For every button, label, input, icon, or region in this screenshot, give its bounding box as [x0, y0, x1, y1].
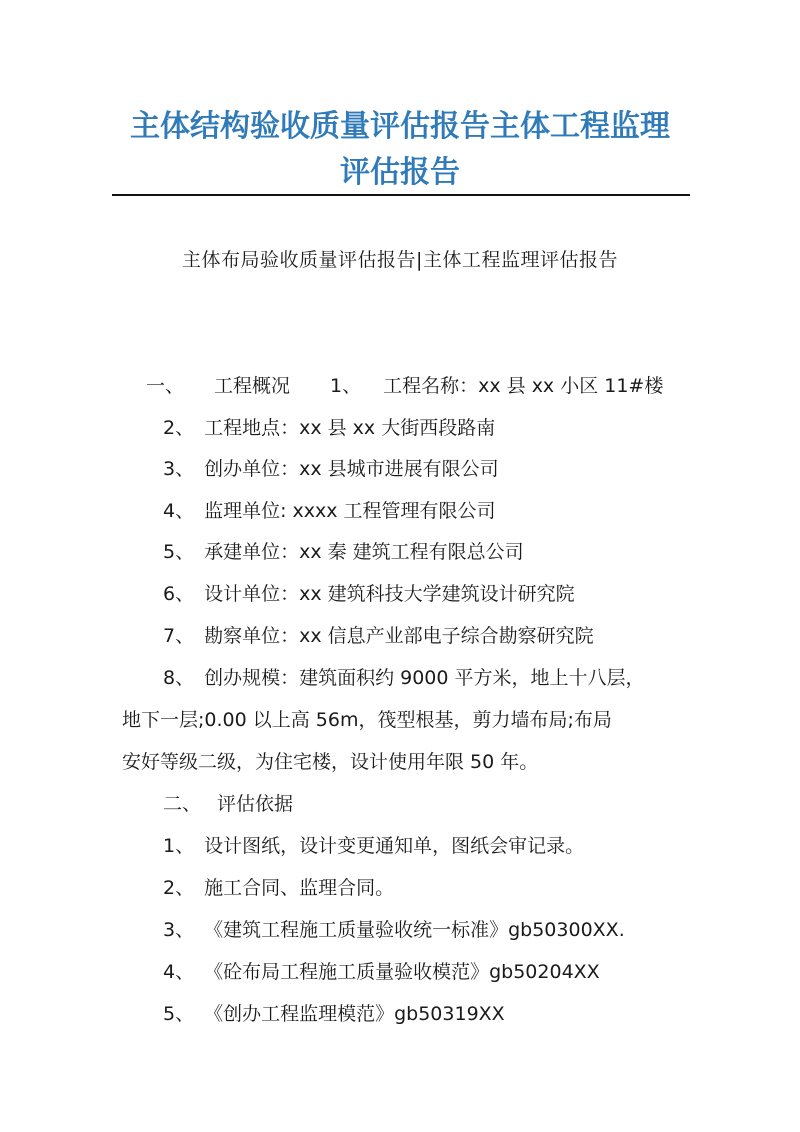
list-item-text: 施工合同、监理合同。: [204, 877, 395, 899]
list-item-text: 创办单位：xx 县城市进展有限公司: [204, 458, 499, 480]
list-item-text: 勘察单位：xx 信息产业部电子综合勘察研究院: [204, 625, 594, 647]
document-title: [110, 104, 690, 196]
list-item-number: 2、: [163, 877, 195, 899]
list-item-text: 《创办工程监理模范》gb50319XX: [204, 1003, 505, 1025]
title-divider: [112, 194, 690, 196]
section1-item-4: [163, 497, 496, 525]
list-item-text: 工程地点：xx 县 xx 大街西段路南: [204, 417, 496, 439]
list-item-text: 设计图纸，设计变更通知单，图纸会审记录。: [204, 835, 585, 857]
list-item-number: 3、: [163, 458, 195, 480]
section1-item-7: [163, 622, 594, 650]
section1-heading: 工程概况: [214, 375, 291, 397]
list-item-number: 5、: [163, 541, 195, 563]
document-title-line1: 主体结构验收质量评估报告主体工程监理: [130, 109, 670, 144]
list-item-text: 《建筑工程施工质量验收统一标准》gb50300XX.: [204, 919, 625, 941]
section1-item-8: [163, 664, 645, 692]
section1-item-3: [163, 455, 499, 483]
section1-item-6: [163, 580, 575, 608]
list-item-text: 承建单位：xx 秦 建筑工程有限总公司: [204, 541, 524, 563]
section1-item-1-text: 工程名称：xx 县 xx 小区 11#楼: [383, 375, 664, 397]
section2-heading-line: [163, 790, 293, 818]
section2-item-2: [163, 874, 394, 902]
list-item-number: 1、: [163, 835, 195, 857]
section1-marker: 一、: [146, 375, 185, 397]
list-item-text: 设计单位：xx 建筑科技大学建筑设计研究院: [204, 583, 575, 605]
section2-item-3: [163, 916, 625, 944]
list-item-number: 8、: [163, 667, 195, 689]
section2-heading: 评估依据: [217, 793, 294, 815]
list-item-number: 5、: [163, 1003, 195, 1025]
document-subtitle: 主体布局验收质量评估报告|主体工程监理评估报告: [182, 249, 618, 271]
document-title-line2: 评估报告: [340, 155, 460, 190]
section1-heading-line: [146, 372, 663, 400]
list-item-text: 《砼布局工程施工质量验收模范》gb50204XX: [204, 961, 600, 983]
section1-item-8-continuation: 安好等级二级，为住宅楼，设计使用年限 50 年。: [122, 751, 539, 773]
section2-item-4: [163, 958, 600, 986]
section1-item-5: [163, 538, 524, 566]
section2-marker: 二、: [163, 793, 202, 815]
list-item-number: 4、: [163, 500, 195, 522]
list-item-number: 7、: [163, 625, 195, 647]
list-item-text: 创办规模：建筑面积约 9000 平方米，地上十八层，: [204, 667, 645, 689]
list-item-number: 2、: [163, 417, 195, 439]
section2-item-1: [163, 832, 584, 860]
section1-item-1-num: 1、: [330, 375, 362, 397]
list-item-number: 4、: [163, 961, 195, 983]
list-item-text: 监理单位: xxxx 工程管理有限公司: [204, 500, 496, 522]
list-item-number: 3、: [163, 919, 195, 941]
section1-item-8-continuation: 地下一层;0.00 以上高 56m，筏型根基，剪力墙布局;布局: [122, 709, 612, 731]
section2-item-5: [163, 1000, 505, 1028]
list-item-number: 6、: [163, 583, 195, 605]
section1-item-2: [163, 414, 495, 442]
